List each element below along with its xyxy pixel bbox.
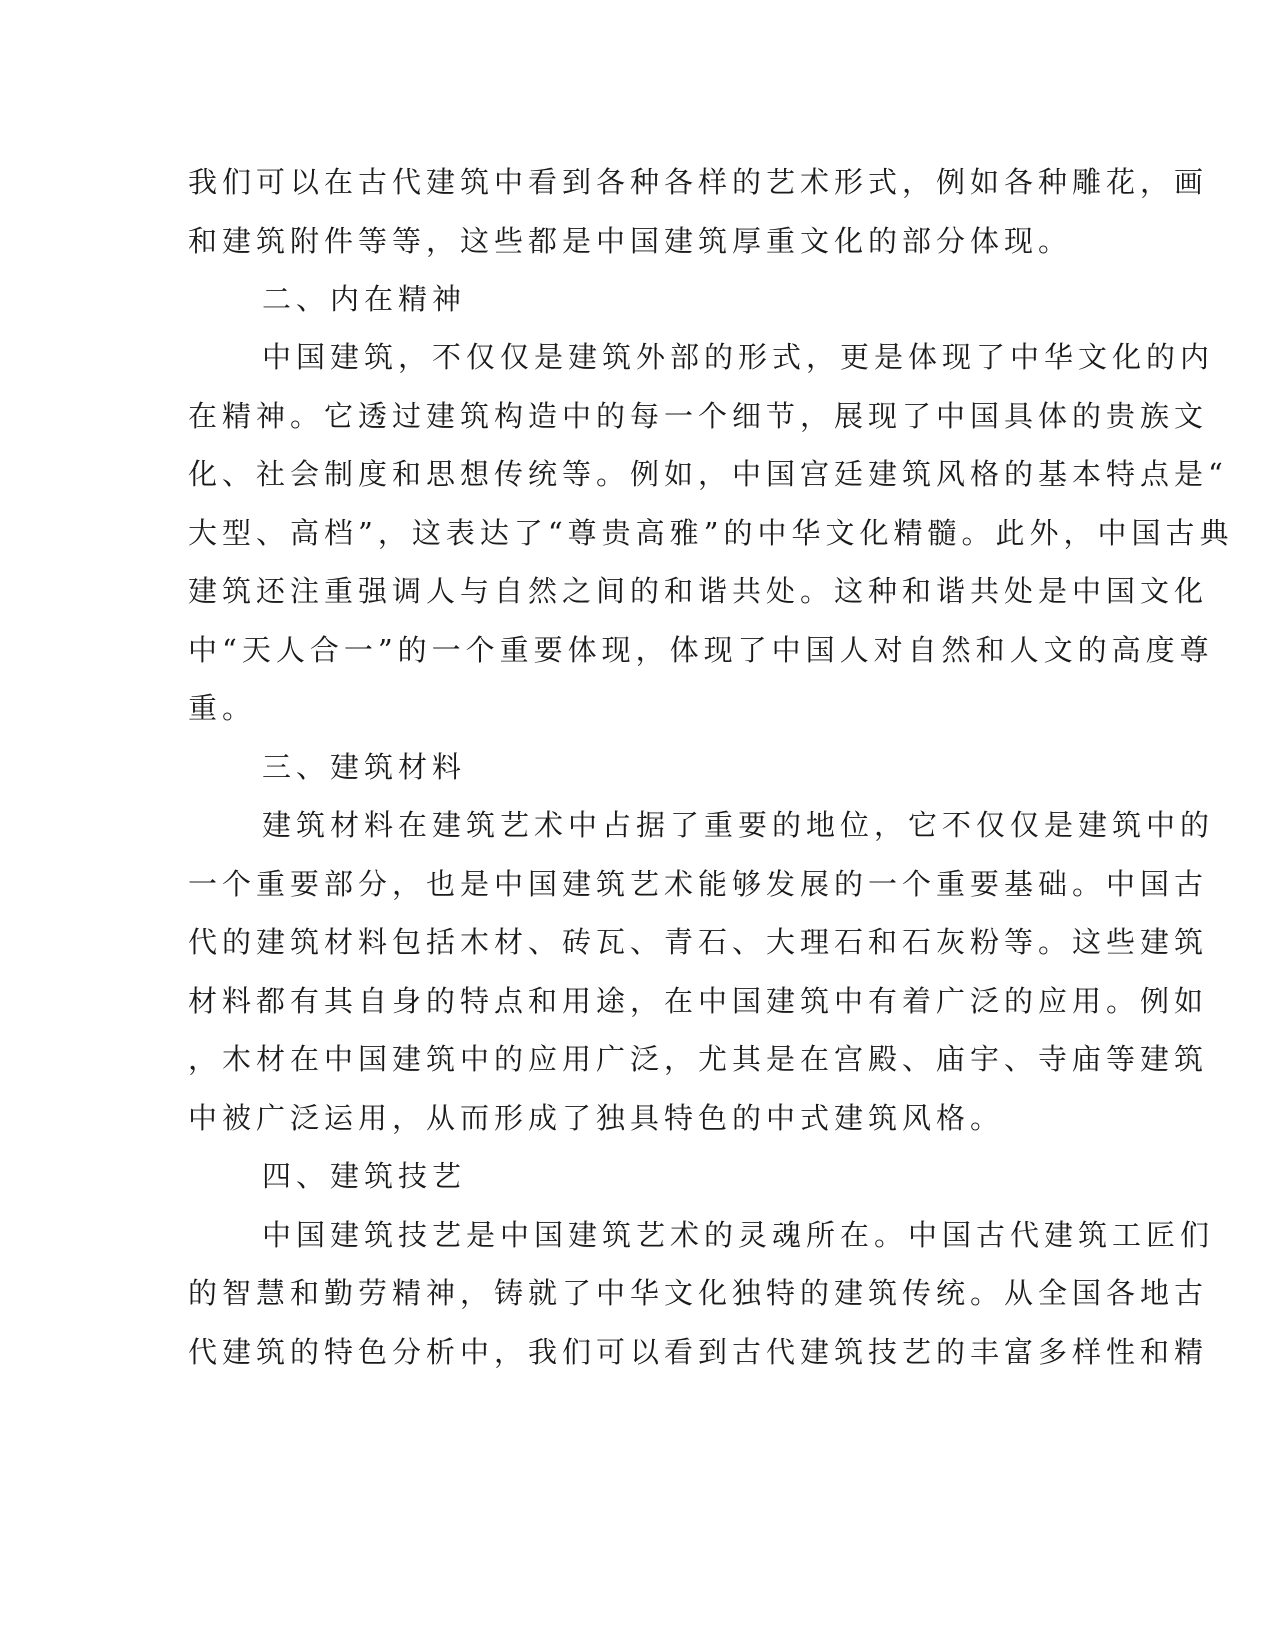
text-line: 中国建筑技艺是中国建筑艺术的灵魂所在。中国古代建筑工匠们 — [262, 1218, 1215, 1252]
text-line: 建筑材料在建筑艺术中占据了重要的地位，它不仅仅是建筑中的 — [262, 808, 1215, 842]
section-heading: 二、内在精神 — [262, 282, 467, 316]
text-line: 材料都有其自身的特点和用途，在中国建筑中有着广泛的应用。例如 — [188, 984, 1209, 1018]
text-line: 在精神。它透过建筑构造中的每一个细节，展现了中国具体的贵族文 — [188, 399, 1209, 433]
text-line: 化、社会制度和思想传统等。例如，中国宫廷建筑风格的基本特点是“ — [188, 457, 1228, 491]
text-line: 建筑还注重强调人与自然之间的和谐共处。这种和谐共处是中国文化 — [188, 574, 1209, 608]
text-line: 代的建筑材料包括木材、砖瓦、青石、大理石和石灰粉等。这些建筑 — [188, 925, 1209, 959]
text-line: 中“天人合一”的一个重要体现，体现了中国人对自然和人文的高度尊 — [188, 633, 1214, 667]
text-line: 中国建筑，不仅仅是建筑外部的形式，更是体现了中华文化的内 — [262, 340, 1215, 374]
text-line: 一个重要部分，也是中国建筑艺术能够发展的一个重要基础。中国古 — [188, 867, 1209, 901]
text-line: 的智慧和勤劳精神，铸就了中华文化独特的建筑传统。从全国各地古 — [188, 1276, 1209, 1310]
text-line: 代建筑的特色分析中，我们可以看到古代建筑技艺的丰富多样性和精 — [188, 1335, 1209, 1369]
section-heading: 四、建筑技艺 — [262, 1159, 467, 1193]
text-line: 我们可以在古代建筑中看到各种各样的艺术形式，例如各种雕花，画 — [188, 165, 1209, 199]
text-line: 中被广泛运用，从而形成了独具特色的中式建筑风格。 — [188, 1101, 1005, 1135]
section-heading: 三、建筑材料 — [262, 750, 467, 784]
text-line: 重。 — [188, 691, 257, 725]
text-line: ，木材在中国建筑中的应用广泛，尤其是在宫殿、庙宇、寺庙等建筑 — [188, 1042, 1209, 1076]
text-line: 大型、高档”，这表达了“尊贵高雅”的中华文化精髓。此外，中国古典 — [188, 516, 1234, 550]
text-line: 和建筑附件等等，这些都是中国建筑厚重文化的部分体现。 — [188, 224, 1073, 258]
